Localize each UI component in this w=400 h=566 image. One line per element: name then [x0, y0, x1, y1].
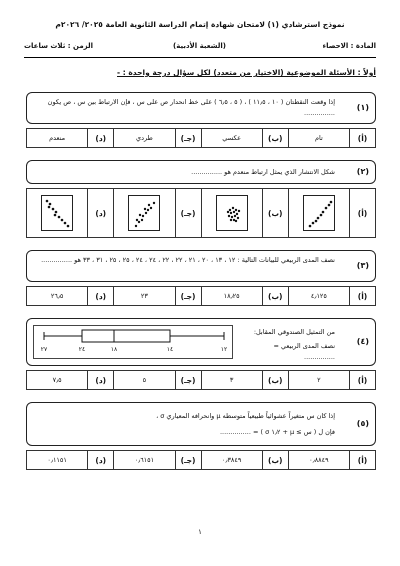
option-b[interactable]: [201, 371, 288, 389]
question-5-box: [26, 402, 376, 446]
scatter-plot-negative: [41, 195, 73, 231]
question-5-options: [26, 450, 376, 470]
option-letter: (د): [87, 287, 113, 305]
option-a[interactable]: [288, 129, 375, 147]
option-value: ١٨٫٢٥: [223, 292, 240, 300]
question-line-1: إذا كان س متغيراً عشوائياً طبيعياً متوسطه μ وانحرافه المعياري σ ،: [156, 412, 335, 420]
option-letter: (أ): [349, 189, 375, 237]
header-divider: [24, 57, 376, 58]
option-letter: (أ): [349, 371, 375, 389]
option-letter: (أ): [349, 451, 375, 469]
option-b[interactable]: [201, 451, 288, 469]
scatter-plot-positive-weak: [128, 195, 160, 231]
option-a[interactable]: [288, 287, 375, 305]
boxplot-label-max: ٢٧: [40, 346, 48, 353]
option-d[interactable]: [27, 189, 113, 237]
boxplot-box: [82, 330, 170, 342]
option-value: منعدم: [49, 134, 66, 142]
option-letter: (ب): [262, 287, 288, 305]
option-plot-cell: [202, 189, 262, 237]
option-value: ٠٫٣٨٤٩: [221, 456, 242, 464]
question-line-2: فإن ل ( س ≥ μ + ١٫٢ σ ) = ...............: [219, 428, 335, 436]
option-letter: (جـ): [175, 371, 201, 389]
option-value: ٢٦٫٥: [50, 292, 64, 300]
question-number: (١): [356, 103, 369, 112]
option-plot-cell: [114, 189, 174, 237]
option-value: ٠٫١١٥١: [47, 456, 67, 464]
scatter-svg: [217, 196, 249, 232]
section-heading: أولاً : الأسئلة الموضوعية (الاختيار من متعدد) لكل سؤال درجة واحدة : -: [117, 68, 376, 77]
boxplot-label-median: ١٨: [110, 346, 118, 353]
option-letter: (د): [87, 371, 113, 389]
question-number: (٤): [356, 337, 369, 346]
option-a[interactable]: [288, 371, 375, 389]
boxplot: [33, 325, 233, 359]
boxplot-label-q1: ١٤: [166, 346, 174, 353]
time-label: الزمن : ثلاث ساعات: [24, 42, 94, 50]
option-c[interactable]: [113, 129, 200, 147]
option-letter: (ب): [262, 189, 288, 237]
question-number: (٥): [356, 419, 369, 428]
question-line-1: من التمثيل الصندوقي المقابل:: [253, 328, 335, 336]
option-value: طردي: [136, 134, 153, 142]
option-value: ٢٣: [140, 292, 148, 300]
option-d[interactable]: [27, 287, 113, 305]
option-a[interactable]: [288, 451, 375, 469]
option-value: ٥: [142, 376, 147, 384]
option-a[interactable]: [288, 189, 375, 237]
option-c[interactable]: [113, 451, 200, 469]
option-letter: (ب): [262, 451, 288, 469]
question-line-2: نصف المدى الربيعي = ...............: [273, 342, 335, 361]
exam-title: نموذج استرشادي (١) لامتحان شهادة إتمام الدراسة الثانوية العامة ٢٠٢٥/ ٢٠٢٦م: [55, 20, 345, 29]
option-value: ٠٫٨٨٤٩: [309, 456, 329, 464]
option-d[interactable]: [27, 129, 113, 147]
option-c[interactable]: [113, 371, 200, 389]
question-text: نصف المدى الربيعي للبيانات التالية : ١٢ ، ١٣ ، ٢٠ ، ٢١ ، ٢٢ ، ٢٢ ، ٢٤ ، ٢٤ ، ٢٥ ، ٢٥ ، ٣١ ، ٣٣ هو ...............: [41, 256, 335, 264]
question-4-options: [26, 370, 376, 390]
option-c[interactable]: [113, 189, 200, 237]
scatter-plot-positive-strong: [303, 195, 335, 231]
option-letter: (د): [87, 451, 113, 469]
scatter-plot-cluster: [216, 195, 248, 231]
branch-label: (الشعبة الأدبية): [173, 42, 226, 50]
scatter-svg: [129, 196, 161, 232]
question-text: شكل الانتشار الذي يمثل ارتباط منعدم هو ...............: [191, 168, 335, 176]
option-letter: (جـ): [175, 129, 201, 147]
boxplot-label-q3: ٢٤: [78, 346, 86, 353]
page-number: ١: [198, 528, 202, 536]
question-3-options: [26, 286, 376, 306]
option-value: ٤٫١٢٥: [310, 292, 327, 300]
scatter-svg: [304, 196, 336, 232]
option-c[interactable]: [113, 287, 200, 305]
option-letter: (أ): [349, 129, 375, 147]
option-letter: (جـ): [175, 287, 201, 305]
option-value: تام: [314, 134, 323, 142]
question-number: (٣): [356, 261, 369, 270]
question-number: (٢): [356, 167, 369, 176]
question-2-options: [26, 188, 376, 238]
option-letter: (أ): [349, 287, 375, 305]
option-plot-cell: [27, 189, 87, 237]
option-letter: (د): [87, 189, 113, 237]
subject-label: المادة : الاحصاء: [322, 42, 376, 50]
option-d[interactable]: [27, 451, 113, 469]
option-b[interactable]: [201, 189, 288, 237]
option-value: ٢: [317, 376, 321, 384]
question-text: إذا وقعت النقطتان ( ١٠ ، ١١٫٥ ) ، ( ٥ ، ٦٫٥ ) على خط انحدار ص على س ، فإن الارتباط بين س ، ص يكون ...............: [47, 98, 335, 117]
option-letter: (جـ): [175, 189, 201, 237]
option-letter: (ب): [262, 371, 288, 389]
question-1-box: [26, 92, 376, 124]
option-letter: (ب): [262, 129, 288, 147]
option-plot-cell: [289, 189, 349, 237]
question-3-box: [26, 250, 376, 282]
meta-row: [24, 42, 376, 54]
scatter-svg: [42, 196, 74, 232]
option-d[interactable]: [27, 371, 113, 389]
option-value: ٣: [229, 376, 234, 384]
option-value: ٧٫٥: [52, 376, 62, 384]
option-b[interactable]: [201, 129, 288, 147]
option-value: عكسي: [222, 134, 241, 142]
question-1-options: [26, 128, 376, 148]
boxplot-svg: [34, 326, 234, 360]
question-2-box: [26, 160, 376, 184]
option-value: ٠٫٦١٥١: [134, 456, 155, 464]
option-b[interactable]: [201, 287, 288, 305]
question-4-box: [26, 318, 376, 366]
option-letter: (جـ): [175, 451, 201, 469]
boxplot-label-min: ١٢: [220, 346, 228, 353]
option-letter: (د): [87, 129, 113, 147]
